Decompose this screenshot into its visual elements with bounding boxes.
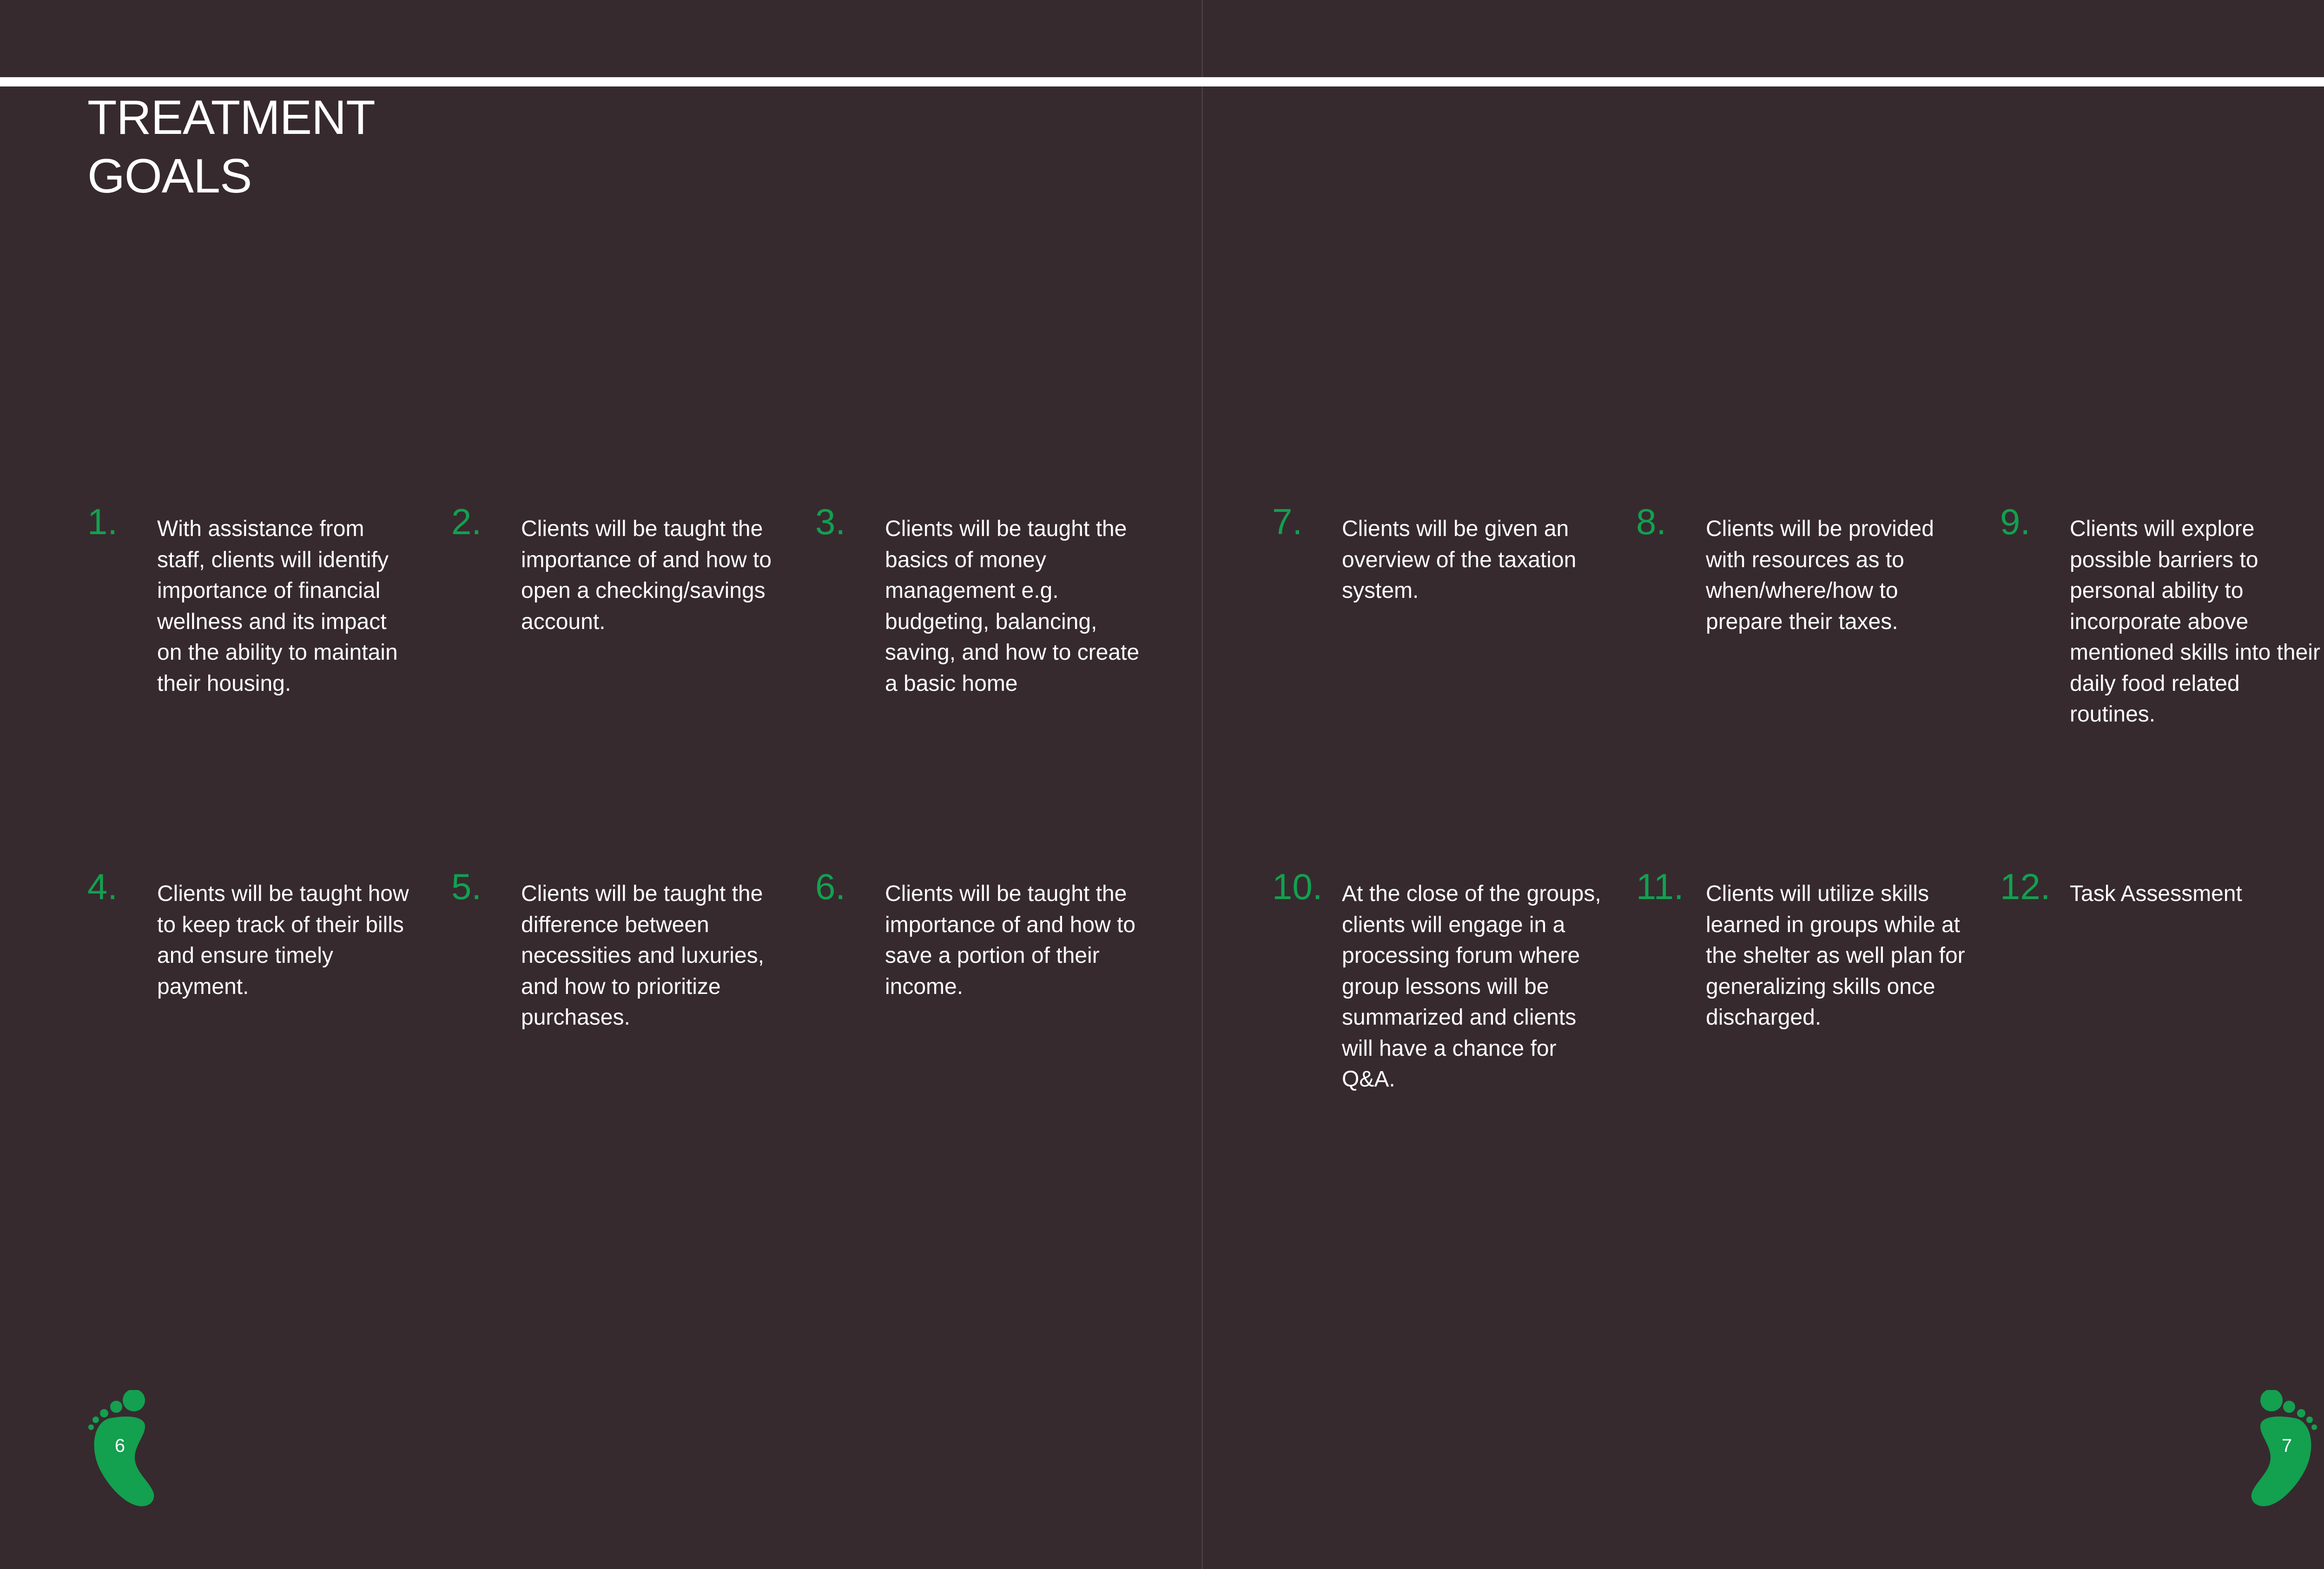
goal-number: 11. bbox=[1636, 866, 1684, 907]
goal-text: Clients will explore possible barriers to personal ability to incorporate above mentioned skills into their daily food related routines. bbox=[2070, 516, 2320, 727]
page-number-right: 7 bbox=[2281, 1436, 2292, 1456]
goal-text: Clients will be taught the importance of and how to open a checking/savings account. bbox=[521, 516, 772, 634]
goal-number: 2. bbox=[451, 501, 482, 542]
goal-number: 12. bbox=[2000, 866, 2051, 907]
goal-text: Clients will be given an overview of the taxation system. bbox=[1342, 516, 1577, 603]
goal-number: 4. bbox=[87, 866, 118, 907]
goal-text: Clients will be taught the difference between necessities and luxuries, and how to prioritize purchases. bbox=[521, 881, 764, 1030]
goal-text: At the close of the groups, clients will engage in a processing forum where group lessons will be summarized and clients will have a chance for Q&A. bbox=[1342, 881, 1601, 1092]
page-title-line-2: GOALS bbox=[87, 149, 252, 203]
goal-number: 3. bbox=[815, 501, 846, 542]
goal-number: 8. bbox=[1636, 501, 1667, 542]
goal-text: Clients will be taught how to keep track of their bills and ensure timely payment. bbox=[157, 881, 409, 999]
goal-number: 9. bbox=[2000, 501, 2031, 542]
goal-number: 5. bbox=[451, 866, 482, 907]
page-title-line-1: TREATMENT bbox=[87, 91, 375, 145]
goal-text: Clients will be taught the basics of money management e.g. budgeting, balancing, saving, and how to create a basic home bbox=[885, 516, 1140, 696]
goal-number: 7. bbox=[1272, 501, 1303, 542]
goal-number: 6. bbox=[815, 866, 846, 907]
spread-divider bbox=[1202, 0, 1203, 1569]
goal-text: With assistance from staff, clients will identify importance of financial wellness and its impact on the ability to maintain their housing. bbox=[157, 516, 398, 696]
page-number-left: 6 bbox=[114, 1436, 125, 1456]
goal-text: Clients will be provided with resources as to when/where/how to prepare their taxes. bbox=[1706, 516, 1934, 634]
goal-text: Clients will utilize skills learned in groups while at the shelter as well plan for generalizing skills once discharged. bbox=[1706, 881, 1965, 1030]
goal-text: Clients will be taught the importance of and how to save a portion of their income. bbox=[885, 881, 1136, 999]
goal-number: 10. bbox=[1272, 866, 1323, 907]
page-title bbox=[87, 88, 645, 205]
header-rule bbox=[0, 77, 2324, 86]
goal-text: Task Assessment bbox=[2070, 881, 2242, 906]
goal-number: 1. bbox=[87, 501, 118, 542]
